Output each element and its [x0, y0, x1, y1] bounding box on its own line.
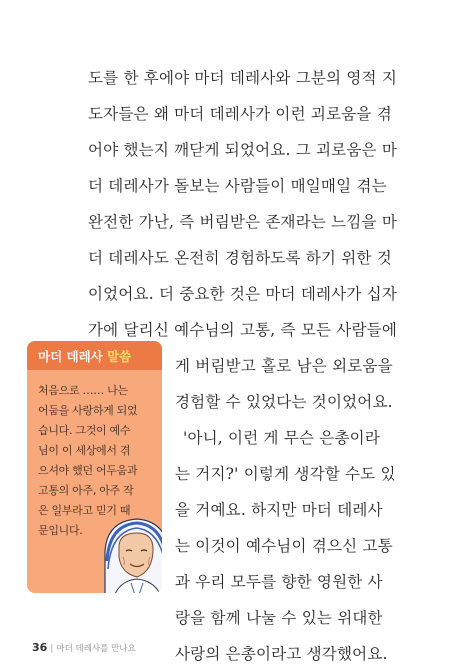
page-footer [32, 636, 136, 655]
footer-separator: | [50, 644, 54, 654]
sidebar-title-accent: 말씀 [107, 349, 132, 364]
body-line: 게 버림받고 홀로 남은 외로움을 [175, 357, 393, 375]
sidebar-header [27, 341, 162, 370]
quote-sidebar [27, 341, 162, 593]
footer-book-title: 마더 데레사를 만나요 [56, 644, 136, 654]
sidebar-line: 고통의 아주, 아주 작 [38, 484, 134, 497]
sidebar-line: 어둠을 사랑하게 되었 [38, 404, 138, 417]
body-line: 는 이것이 예수님이 겪으신 고통 [175, 537, 393, 555]
body-line: 더 데레사가 돌보는 사람들이 매일매일 겪는 [88, 177, 387, 195]
sidebar-line: 습니다. 그것이 예수 [38, 424, 131, 437]
mother-teresa-portrait-icon [95, 511, 162, 593]
body-line: 더 데레사도 온전히 경험하도록 하기 위한 것 [88, 249, 392, 267]
body-line: 도자들은 왜 마더 데레사가 이런 괴로움을 겪 [88, 105, 392, 123]
body-line: 경험할 수 있었다는 것이었어요. [175, 393, 393, 411]
body-line: 도를 한 후에야 마더 데레사와 그분의 영적 지 [88, 69, 398, 87]
page-number: 36 [32, 641, 48, 654]
body-line: 랑을 함께 나눌 수 있는 위대한 [175, 609, 383, 627]
body-line: 어야 했는지 깨닫게 되었어요. 그 괴로움은 마 [88, 141, 398, 159]
sidebar-line: 문입니다. [38, 524, 83, 537]
sidebar-line: 은 일부라고 믿기 때 [38, 504, 131, 517]
body-line: 완전한 가난, 즉 버림받은 존재라는 느낌을 마 [88, 213, 398, 231]
body-line: '아니, 이런 게 무슨 은총이라 [183, 429, 380, 447]
sidebar-title-main: 마더 데레사 [38, 349, 108, 364]
body-line: 과 우리 모두를 향한 영원한 사 [175, 573, 383, 591]
body-line: 가에 달리신 예수님의 고통, 즉 모든 사람들에 [88, 321, 398, 339]
body-line: 사랑의 은총이라고 생각했어요. [175, 645, 388, 663]
body-line: 는 거지?' 이렇게 생각할 수도 있 [175, 465, 396, 483]
sidebar-title [38, 347, 131, 365]
body-line: 이었어요. 더 중요한 것은 마더 데레사가 십자 [88, 285, 398, 303]
sidebar-line: 처음으로 …… 나는 [38, 384, 128, 397]
body-line: 을 거예요. 하지만 마더 데레사 [175, 501, 383, 519]
sidebar-line: 님이 이 세상에서 겪 [38, 444, 131, 457]
sidebar-line: 으셔야 했던 어두움과 [38, 464, 138, 477]
